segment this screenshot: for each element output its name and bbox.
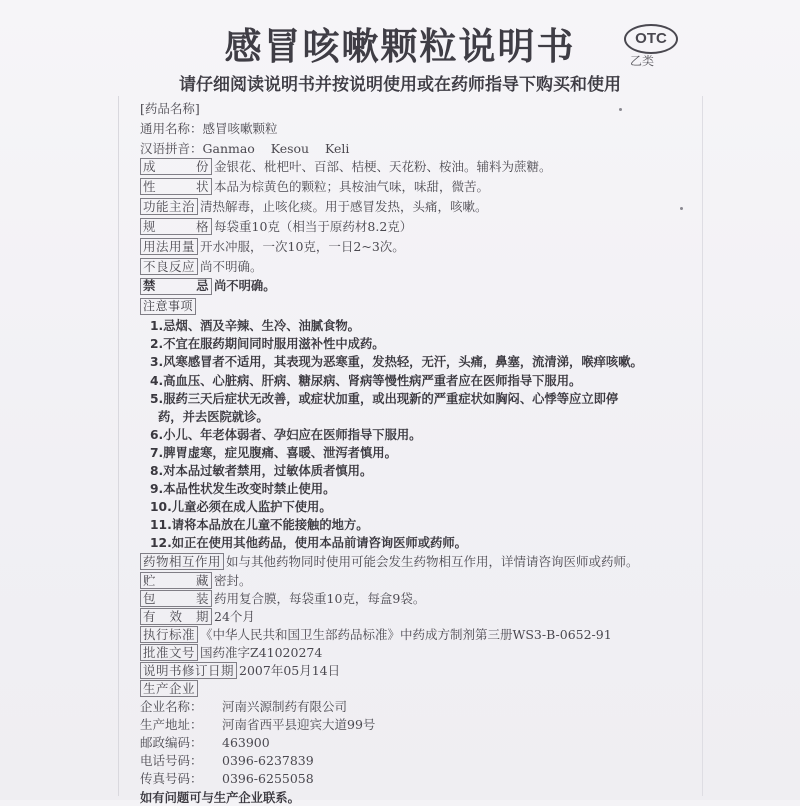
validity-value: 24个月 bbox=[214, 608, 255, 624]
company-name: 河南兴源制药有限公司 bbox=[222, 699, 348, 715]
company-postcode-row: 邮政编码： 463900 bbox=[140, 735, 270, 751]
precaution-item: 5.服药三天后症状无改善，或症状加重，或出现新的严重症状如胸闷、心悸等应立即停 bbox=[150, 391, 619, 406]
contraindications-row bbox=[140, 278, 276, 295]
adverse-label: 不良反应 bbox=[140, 258, 198, 275]
otc-class-label: 乙类 bbox=[630, 54, 655, 68]
footer-contact-note: 如有问题可与生产企业联系。 bbox=[140, 791, 300, 806]
paper-fold-line-left bbox=[118, 96, 119, 796]
precaution-item: 11.请将本品放在儿童不能接触的地方。 bbox=[150, 518, 369, 533]
precautions-heading: 注意事项 bbox=[140, 298, 198, 315]
precaution-item: 9.本品性状发生改变时禁止使用。 bbox=[150, 482, 336, 497]
precaution-item: 3.风寒感冒者不适用，其表现为恶寒重，发热轻，无汗，头痛，鼻塞，流清涕，喉痒咳嗽。 bbox=[150, 355, 643, 370]
storage-row bbox=[140, 572, 252, 589]
approval-row bbox=[140, 644, 322, 661]
dosage-label: 用法用量 bbox=[140, 238, 198, 255]
revision-row bbox=[140, 662, 340, 679]
precaution-item: 1.忌烟、酒及辛辣、生冷、油腻食物。 bbox=[150, 319, 360, 334]
otc-badge: OTC bbox=[624, 24, 678, 54]
generic-name-row: 通用名称：感冒咳嗽颗粒 bbox=[140, 121, 278, 136]
drug-name-heading: [药品名称] bbox=[140, 101, 200, 116]
storage-label: 贮 藏 bbox=[140, 572, 212, 589]
manufacturer-heading: 生产企业 bbox=[140, 680, 200, 697]
company-address: 河南省西平县迎宾大道99号 bbox=[222, 717, 376, 733]
storage-value: 密封。 bbox=[214, 572, 252, 588]
standard-row bbox=[140, 626, 612, 643]
standard-label: 执行标准 bbox=[140, 626, 198, 643]
package-value: 药用复合膜，每袋重10克，每盒9袋。 bbox=[214, 590, 426, 606]
package-label: 包 装 bbox=[140, 590, 212, 607]
interactions-value: 如与其他药物同时使用可能会发生药物相互作用，详情请咨询医师或药师。 bbox=[226, 554, 639, 570]
validity-label: 有 效 期 bbox=[140, 608, 212, 625]
contraindications-label: 禁 忌 bbox=[140, 278, 212, 295]
properties-row bbox=[140, 178, 489, 195]
precaution-item: 8.对本品过敏者禁用，过敏体质者慎用。 bbox=[150, 464, 373, 479]
precaution-item: 10.儿童必须在成人监护下使用。 bbox=[150, 500, 332, 515]
adverse-row bbox=[140, 258, 263, 275]
indications-label: 功能主治 bbox=[140, 198, 198, 215]
company-phone-row: 电话号码： 0396-6237839 bbox=[140, 753, 314, 769]
indications-row bbox=[140, 198, 488, 215]
company-address-row: 生产地址： 河南省西平县迎宾大道99号 bbox=[140, 717, 376, 733]
indications-value: 清热解毒，止咳化痰。用于感冒发热，头痛，咳嗽。 bbox=[200, 199, 488, 214]
specification-row bbox=[140, 218, 412, 235]
specification-value: 每袋重10克（相当于原药材8.2克） bbox=[214, 219, 413, 234]
package-row bbox=[140, 590, 425, 607]
revision-value: 2007年05月14日 bbox=[239, 663, 341, 678]
company-fax: 0396-6255058 bbox=[222, 771, 314, 787]
approval-label: 批准文号 bbox=[140, 644, 198, 661]
precaution-item: 6.小儿、年老体弱者、孕妇应在医师指导下服用。 bbox=[150, 427, 422, 442]
precaution-item: 4.高血压、心脏病、肝病、糖尿病、肾病等慢性病严重者应在医师指导下服用。 bbox=[150, 373, 582, 388]
document-subtitle: 请仔细阅读说明书并按说明使用或在药师指导下购买和使用 bbox=[179, 75, 621, 95]
precaution-item-continued: 药，并去医院就诊。 bbox=[158, 409, 269, 424]
pinyin-row: 汉语拼音：Ganmao Kesou Keli bbox=[140, 141, 350, 156]
interactions-label: 药物相互作用 bbox=[140, 553, 224, 570]
approval-value: 国药准字Z41020274 bbox=[200, 644, 323, 660]
interactions-row bbox=[140, 553, 639, 570]
properties-value: 本品为棕黄色的颗粒；具桉油气味，味甜，微苦。 bbox=[214, 179, 490, 194]
properties-label: 性 状 bbox=[140, 178, 212, 195]
company-postcode: 463900 bbox=[222, 735, 270, 751]
standard-value: 《中华人民共和国卫生部药品标准》中药成方制剂第三册WS3-B-0652-91 bbox=[200, 626, 612, 642]
contraindications-value: 尚不明确。 bbox=[214, 279, 276, 293]
company-fax-row: 传真号码： 0396-6255058 bbox=[140, 771, 314, 787]
precaution-item: 12.如正在使用其他药品，使用本品前请咨询医师或药师。 bbox=[150, 536, 467, 551]
document-title: 感冒咳嗽颗粒说明书 bbox=[224, 24, 576, 68]
paper-speck bbox=[680, 207, 683, 210]
ingredients-row bbox=[140, 158, 552, 175]
company-phone: 0396-6237839 bbox=[222, 753, 314, 769]
precaution-item: 2.不宜在服药期间同时服用滋补性中成药。 bbox=[150, 337, 385, 352]
dosage-row bbox=[140, 238, 405, 255]
specification-label: 规 格 bbox=[140, 218, 212, 235]
ingredients-value: 金银花、枇杷叶、百部、桔梗、天花粉、桉油。辅料为蔗糖。 bbox=[214, 159, 552, 174]
revision-label: 说明书修订日期 bbox=[140, 662, 237, 679]
dosage-value: 开水冲服，一次10克，一日2~3次。 bbox=[200, 239, 405, 254]
precaution-item: 7.脾胃虚寒，症见腹痛、喜暖、泄泻者慎用。 bbox=[150, 445, 397, 460]
paper-fold-line-right bbox=[702, 96, 703, 796]
adverse-value: 尚不明确。 bbox=[200, 259, 263, 274]
company-name-row: 企业名称： 河南兴源制药有限公司 bbox=[140, 699, 348, 715]
paper-speck bbox=[619, 108, 622, 111]
validity-row bbox=[140, 608, 255, 625]
ingredients-label: 成 份 bbox=[140, 158, 212, 175]
